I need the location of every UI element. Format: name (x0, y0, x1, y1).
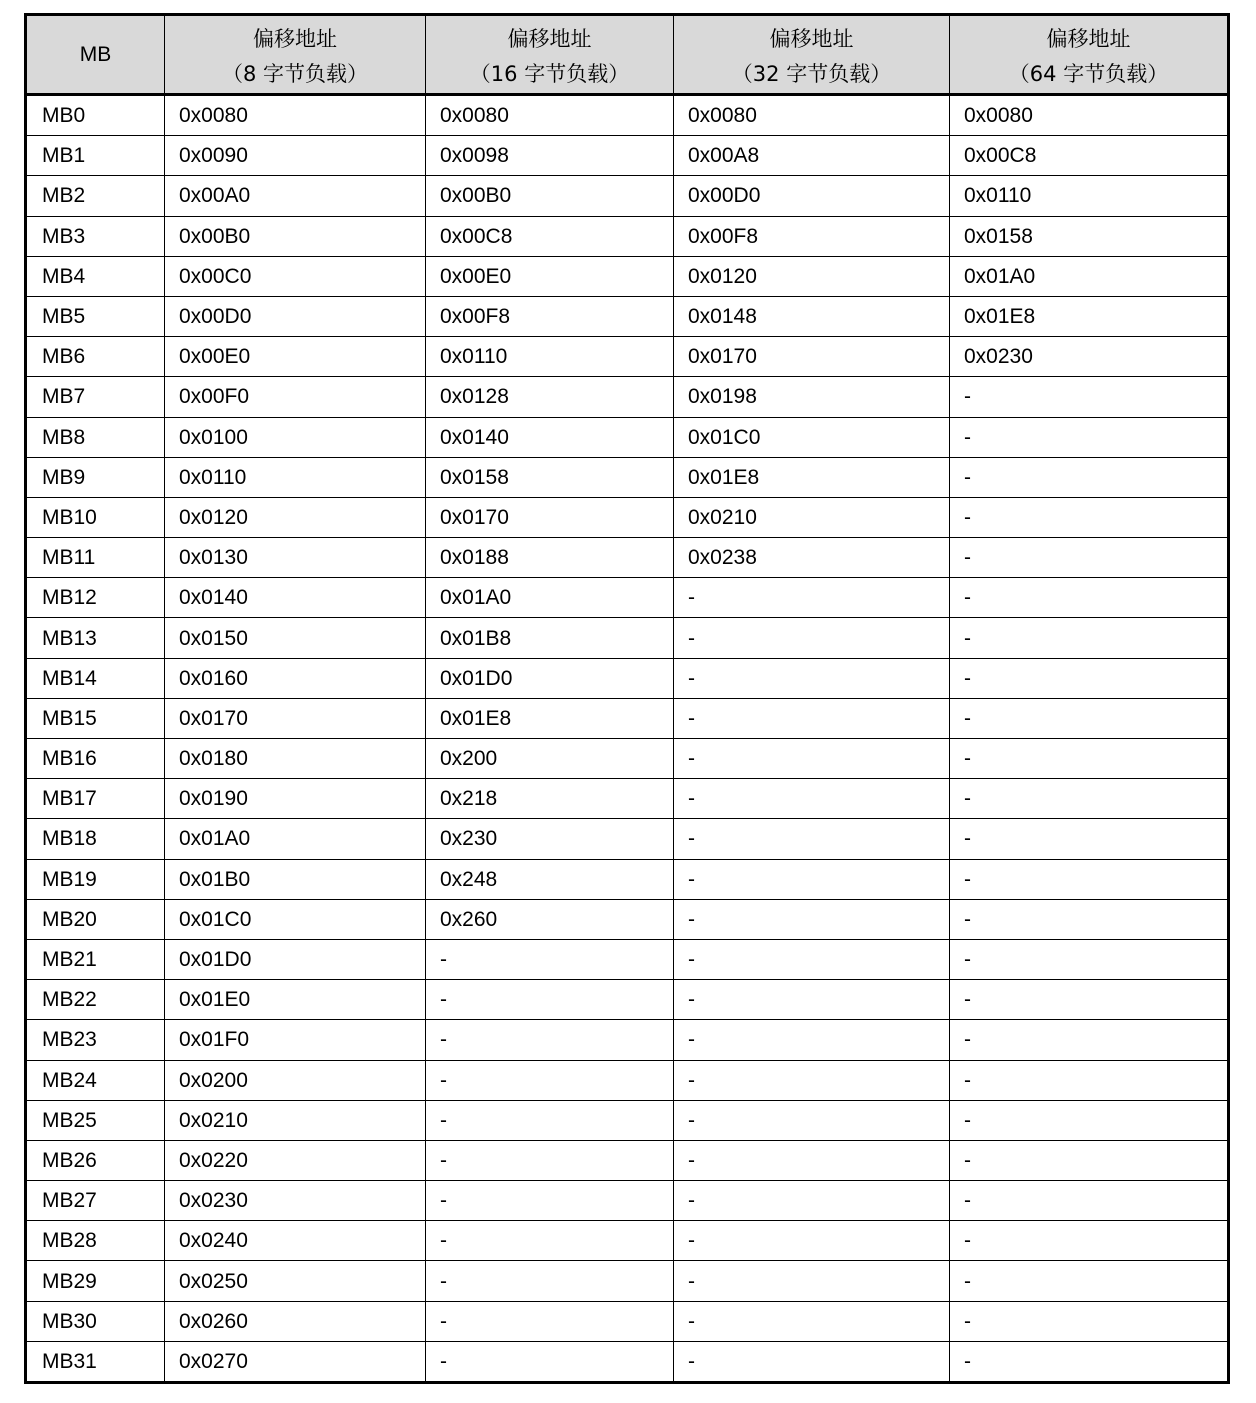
offset-8byte-cell: 0x00A0 (165, 176, 426, 216)
offset-8byte-cell: 0x0180 (165, 739, 426, 779)
offset-8byte-cell: 0x0120 (165, 497, 426, 537)
offset-64byte-cell: - (950, 457, 1229, 497)
offset-64byte-cell: - (950, 497, 1229, 537)
offset-16byte-cell: 0x01B8 (426, 618, 674, 658)
offset-16byte-cell: 0x01D0 (426, 658, 674, 698)
offset-32byte-cell: - (674, 1341, 950, 1382)
offset-16byte-cell: 0x01E8 (426, 698, 674, 738)
table-body (26, 95, 1229, 1383)
offset-8byte-cell: 0x0220 (165, 1140, 426, 1180)
table-row (26, 578, 1229, 618)
offset-64byte-cell: - (950, 1301, 1229, 1341)
table-row (26, 779, 1229, 819)
mb-cell: MB3 (26, 216, 165, 256)
offset-16byte-cell: 0x248 (426, 859, 674, 899)
mb-cell: MB18 (26, 819, 165, 859)
table-row (26, 296, 1229, 336)
offset-8byte-cell: 0x0240 (165, 1221, 426, 1261)
mb-cell: MB29 (26, 1261, 165, 1301)
mb-cell: MB5 (26, 296, 165, 336)
mb-cell: MB10 (26, 497, 165, 537)
mb-cell: MB11 (26, 538, 165, 578)
offset-16byte-cell: 0x0170 (426, 497, 674, 537)
offset-16byte-cell: - (426, 1181, 674, 1221)
header-offset-64byte (950, 15, 1229, 95)
offset-32byte-cell: - (674, 779, 950, 819)
mb-cell: MB4 (26, 256, 165, 296)
offset-16byte-cell: 0x0188 (426, 538, 674, 578)
table-row (26, 136, 1229, 176)
offset-16byte-cell: - (426, 1221, 674, 1261)
offset-16byte-cell: - (426, 1100, 674, 1140)
offset-32byte-cell: - (674, 1140, 950, 1180)
offset-64byte-cell: - (950, 980, 1229, 1020)
offset-64byte-cell: - (950, 578, 1229, 618)
table-row (26, 899, 1229, 939)
header-title: 偏移地址 (507, 26, 592, 51)
mb-cell: MB26 (26, 1140, 165, 1180)
offset-8byte-cell: 0x0200 (165, 1060, 426, 1100)
mb-cell: MB27 (26, 1181, 165, 1221)
offset-64byte-cell: - (950, 939, 1229, 979)
offset-32byte-cell: - (674, 1060, 950, 1100)
table-row (26, 337, 1229, 377)
offset-64byte-cell: - (950, 698, 1229, 738)
offset-16byte-cell: 0x00B0 (426, 176, 674, 216)
offset-64byte-cell: - (950, 1100, 1229, 1140)
offset-8byte-cell: 0x01E0 (165, 980, 426, 1020)
table-row (26, 980, 1229, 1020)
header-title: 偏移地址 (1046, 26, 1131, 51)
offset-32byte-cell: 0x0080 (674, 95, 950, 136)
table-row (26, 658, 1229, 698)
offset-32byte-cell: - (674, 1100, 950, 1140)
table-row (26, 538, 1229, 578)
offset-32byte-cell: - (674, 859, 950, 899)
offset-32byte-cell: - (674, 819, 950, 859)
offset-16byte-cell: - (426, 980, 674, 1020)
mb-cell: MB14 (26, 658, 165, 698)
offset-8byte-cell: 0x01F0 (165, 1020, 426, 1060)
offset-32byte-cell: 0x00A8 (674, 136, 950, 176)
offset-64byte-cell: 0x00C8 (950, 136, 1229, 176)
offset-32byte-cell: - (674, 698, 950, 738)
offset-8byte-cell: 0x00D0 (165, 296, 426, 336)
offset-64byte-cell: - (950, 658, 1229, 698)
table-row (26, 939, 1229, 979)
header-mb: MB (26, 15, 165, 95)
table-row (26, 618, 1229, 658)
offset-8byte-cell: 0x0100 (165, 417, 426, 457)
offset-16byte-cell: 0x230 (426, 819, 674, 859)
offset-64byte-cell: - (950, 618, 1229, 658)
offset-32byte-cell: - (674, 658, 950, 698)
offset-8byte-cell: 0x01B0 (165, 859, 426, 899)
offset-32byte-cell: 0x0148 (674, 296, 950, 336)
offset-8byte-cell: 0x0090 (165, 136, 426, 176)
table-header (26, 15, 1229, 95)
offset-16byte-cell: - (426, 1261, 674, 1301)
table-row (26, 1060, 1229, 1100)
offset-8byte-cell: 0x0250 (165, 1261, 426, 1301)
offset-16byte-cell: 0x218 (426, 779, 674, 819)
mb-cell: MB19 (26, 859, 165, 899)
offset-8byte-cell: 0x0110 (165, 457, 426, 497)
offset-32byte-cell: 0x00F8 (674, 216, 950, 256)
header-subtitle: （32 字节负载） (731, 61, 892, 86)
mb-cell: MB28 (26, 1221, 165, 1261)
offset-32byte-cell: 0x01C0 (674, 417, 950, 457)
table-row (26, 1140, 1229, 1180)
offset-64byte-cell: 0x0080 (950, 95, 1229, 136)
offset-32byte-cell: 0x0198 (674, 377, 950, 417)
offset-16byte-cell: 0x0098 (426, 136, 674, 176)
offset-16byte-cell: 0x0080 (426, 95, 674, 136)
table-row (26, 1261, 1229, 1301)
offset-64byte-cell: - (950, 1140, 1229, 1180)
offset-8byte-cell: 0x01D0 (165, 939, 426, 979)
offset-8byte-cell: 0x0210 (165, 1100, 426, 1140)
mb-cell: MB23 (26, 1020, 165, 1060)
table-row (26, 1341, 1229, 1382)
offset-8byte-cell: 0x0130 (165, 538, 426, 578)
offset-64byte-cell: - (950, 819, 1229, 859)
offset-16byte-cell: - (426, 1341, 674, 1382)
offset-32byte-cell: - (674, 618, 950, 658)
header-subtitle: （8 字节负载） (221, 61, 369, 86)
offset-8byte-cell: 0x0140 (165, 578, 426, 618)
table-row (26, 176, 1229, 216)
offset-64byte-cell: - (950, 1341, 1229, 1382)
offset-64byte-cell: - (950, 1181, 1229, 1221)
mb-cell: MB21 (26, 939, 165, 979)
offset-64byte-cell: 0x01E8 (950, 296, 1229, 336)
offset-16byte-cell: 0x00E0 (426, 256, 674, 296)
offset-16byte-cell: 0x0110 (426, 337, 674, 377)
offset-64byte-cell: 0x01A0 (950, 256, 1229, 296)
mb-cell: MB13 (26, 618, 165, 658)
offset-64byte-cell: - (950, 377, 1229, 417)
offset-32byte-cell: - (674, 1261, 950, 1301)
offset-64byte-cell: - (950, 739, 1229, 779)
offset-8byte-cell: 0x0160 (165, 658, 426, 698)
offset-64byte-cell: - (950, 417, 1229, 457)
offset-64byte-cell: - (950, 1060, 1229, 1100)
offset-8byte-cell: 0x0270 (165, 1341, 426, 1382)
table-row (26, 417, 1229, 457)
offset-16byte-cell: 0x00F8 (426, 296, 674, 336)
mb-cell: MB7 (26, 377, 165, 417)
mb-cell: MB9 (26, 457, 165, 497)
offset-8byte-cell: 0x0170 (165, 698, 426, 738)
mb-cell: MB1 (26, 136, 165, 176)
offset-32byte-cell: - (674, 980, 950, 1020)
offset-16byte-cell: - (426, 1020, 674, 1060)
header-title: 偏移地址 (769, 26, 854, 51)
offset-8byte-cell: 0x00E0 (165, 337, 426, 377)
offset-16byte-cell: 0x0158 (426, 457, 674, 497)
table-row (26, 819, 1229, 859)
table-row (26, 1301, 1229, 1341)
offset-16byte-cell: - (426, 1140, 674, 1180)
offset-32byte-cell: 0x0210 (674, 497, 950, 537)
header-offset-32byte (674, 15, 950, 95)
table-row (26, 1020, 1229, 1060)
offset-8byte-cell: 0x01A0 (165, 819, 426, 859)
mb-cell: MB20 (26, 899, 165, 939)
offset-64byte-cell: - (950, 859, 1229, 899)
offset-32byte-cell: 0x01E8 (674, 457, 950, 497)
offset-16byte-cell: - (426, 1060, 674, 1100)
offset-32byte-cell: - (674, 1020, 950, 1060)
offset-64byte-cell: - (950, 1261, 1229, 1301)
offset-64byte-cell: - (950, 899, 1229, 939)
offset-8byte-cell: 0x00B0 (165, 216, 426, 256)
mb-cell: MB6 (26, 337, 165, 377)
mb-cell: MB16 (26, 739, 165, 779)
offset-8byte-cell: 0x0150 (165, 618, 426, 658)
table-row (26, 739, 1229, 779)
offset-8byte-cell: 0x0190 (165, 779, 426, 819)
offset-32byte-cell: - (674, 939, 950, 979)
table-row (26, 256, 1229, 296)
header-offset-8byte (165, 15, 426, 95)
mb-cell: MB25 (26, 1100, 165, 1140)
offset-8byte-cell: 0x01C0 (165, 899, 426, 939)
offset-8byte-cell: 0x0260 (165, 1301, 426, 1341)
offset-16byte-cell: - (426, 939, 674, 979)
offset-8byte-cell: 0x0080 (165, 95, 426, 136)
header-subtitle: （64 字节负载） (1008, 61, 1169, 86)
offset-32byte-cell: - (674, 1181, 950, 1221)
table-row (26, 457, 1229, 497)
table-row (26, 497, 1229, 537)
mb-cell: MB17 (26, 779, 165, 819)
offset-64byte-cell: 0x0158 (950, 216, 1229, 256)
offset-8byte-cell: 0x00C0 (165, 256, 426, 296)
offset-32byte-cell: - (674, 578, 950, 618)
table-row (26, 698, 1229, 738)
table-row (26, 1221, 1229, 1261)
offset-32byte-cell: 0x0120 (674, 256, 950, 296)
mb-cell: MB22 (26, 980, 165, 1020)
offset-64byte-cell: 0x0230 (950, 337, 1229, 377)
mb-cell: MB8 (26, 417, 165, 457)
offset-32byte-cell: 0x0238 (674, 538, 950, 578)
header-subtitle: （16 字节负载） (469, 61, 630, 86)
header-title: 偏移地址 (253, 26, 337, 51)
header-row (26, 15, 1229, 95)
mb-cell: MB15 (26, 698, 165, 738)
offset-64byte-cell: - (950, 779, 1229, 819)
mb-cell: MB30 (26, 1301, 165, 1341)
offset-32byte-cell: - (674, 1301, 950, 1341)
table-row (26, 859, 1229, 899)
mb-cell: MB2 (26, 176, 165, 216)
offset-64byte-cell: - (950, 1020, 1229, 1060)
offset-16byte-cell: 0x01A0 (426, 578, 674, 618)
table-row (26, 1181, 1229, 1221)
table-row (26, 95, 1229, 136)
offset-32byte-cell: - (674, 899, 950, 939)
offset-16byte-cell: 0x260 (426, 899, 674, 939)
offset-16byte-cell: 0x200 (426, 739, 674, 779)
offset-64byte-cell: - (950, 538, 1229, 578)
offset-16byte-cell: 0x0128 (426, 377, 674, 417)
mb-offset-table (24, 13, 1230, 1384)
offset-16byte-cell: - (426, 1301, 674, 1341)
mb-cell: MB31 (26, 1341, 165, 1382)
table-row (26, 216, 1229, 256)
offset-32byte-cell: - (674, 739, 950, 779)
offset-32byte-cell: 0x0170 (674, 337, 950, 377)
offset-8byte-cell: 0x0230 (165, 1181, 426, 1221)
mb-cell: MB24 (26, 1060, 165, 1100)
offset-64byte-cell: - (950, 1221, 1229, 1261)
mb-cell: MB0 (26, 95, 165, 136)
offset-32byte-cell: 0x00D0 (674, 176, 950, 216)
table-row (26, 377, 1229, 417)
mb-cell: MB12 (26, 578, 165, 618)
offset-32byte-cell: - (674, 1221, 950, 1261)
table-row (26, 1100, 1229, 1140)
offset-16byte-cell: 0x00C8 (426, 216, 674, 256)
offset-8byte-cell: 0x00F0 (165, 377, 426, 417)
header-offset-16byte (426, 15, 674, 95)
offset-16byte-cell: 0x0140 (426, 417, 674, 457)
offset-64byte-cell: 0x0110 (950, 176, 1229, 216)
